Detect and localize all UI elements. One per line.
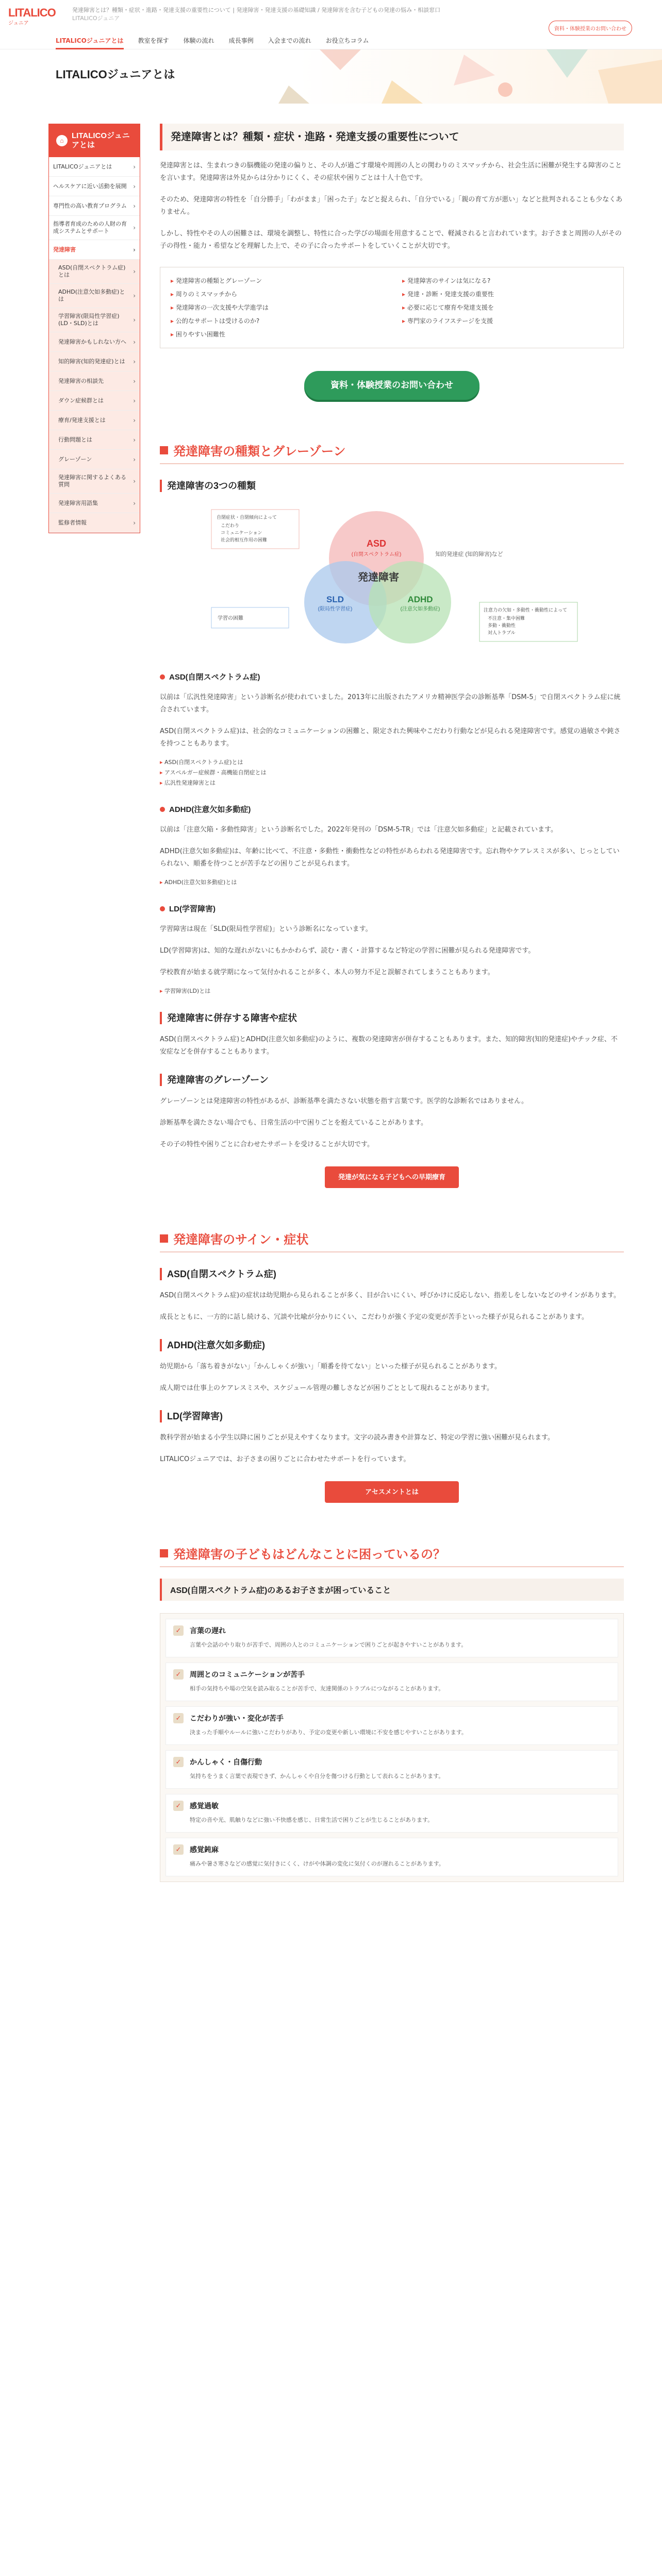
sld-note-title: 学習の困難 xyxy=(218,616,243,621)
center-label: 発達障害 xyxy=(358,572,399,583)
check-icon: ✓ xyxy=(173,1713,184,1723)
sidebar-item[interactable] xyxy=(49,494,140,513)
asd-note-3: 社会的相互作用の困難 xyxy=(221,537,268,543)
hero-decoration xyxy=(0,49,662,104)
toc-item[interactable]: ▸ 発達・診断・発達支援の重要性 xyxy=(402,289,613,299)
toc-item[interactable]: ▸ 公的なサポートは受けるのか? xyxy=(171,316,382,326)
trouble-item-body xyxy=(190,1625,467,1650)
bullet-icon xyxy=(160,674,165,680)
section-1-title: 発達障害の種類とグレーゾーン xyxy=(173,445,346,459)
sidebar-item[interactable] xyxy=(49,196,140,216)
sidebar-item[interactable] xyxy=(49,332,140,352)
asd-sub-label: (自閉スペクトラム症) xyxy=(351,552,402,557)
related-link[interactable]: ▸ ADHD(注意欠如多動症)とは xyxy=(160,877,624,888)
adhd-sub-label: (注意欠如多動症) xyxy=(400,606,440,612)
sign-asd-paragraph-2: 成長とともに、一方的に話し続ける、冗談や比喩が分かりにくい、こだわりが強く予定の変更が苦手といった様子が見られることがあります。 xyxy=(160,1313,588,1321)
trouble-item-title: 言葉の遅れ xyxy=(190,1626,226,1635)
section-2-title: 発達障害のサイン・症状 xyxy=(173,1233,309,1247)
sidebar-item-label: ヘルスケアに近い活動を展開 xyxy=(53,182,127,190)
sidebar-item[interactable] xyxy=(49,260,140,284)
breadcrumb-line-2[interactable]: LITALICOジュニア xyxy=(72,15,120,22)
sign-ld-paragraph-1: 教科学習が始まる小学生以降に困りごとが見えやすくなります。文字の読み書きや計算など、特定の学習に強い困難が見られます。 xyxy=(160,1434,554,1442)
sidebar-item[interactable] xyxy=(49,411,140,430)
gray-zone-paragraph-1: グレーゾーンとは発達障害の特性があるが、診断基準を満たさない状態を指す言葉です。医学的な診断名ではありません。 xyxy=(160,1097,528,1105)
sidebar-item-label: 発達障害の相談先 xyxy=(58,377,104,384)
logo[interactable] xyxy=(8,6,58,26)
sidebar-item-label: 療育/発達支援とは xyxy=(58,416,106,423)
chevron-right-icon: › xyxy=(133,416,136,424)
nav-item-find-class[interactable]: 教室を探す xyxy=(138,37,169,44)
breadcrumb-line-1[interactable]: 発達障害とは？種類・症状・進路・発達支援の重要性について | 発達障害・発達支援の基礎知識 / 発達障害を含む子どもの発達の悩み・相談窓口 xyxy=(72,7,441,13)
header-contact-button[interactable]: 資料・体験授業のお問い合わせ xyxy=(549,21,632,36)
asd-paragraph-2: ASD(自閉スペクトラム症)は、社会的なコミュニケーションの困難と、限定された興味やこだわり行動などが見られる発達障害です。感覚の過敏さや鈍さを持つこともあります。 xyxy=(160,727,621,748)
chevron-right-icon: › xyxy=(133,292,136,299)
sld-sub-label: (限局性学習症) xyxy=(318,606,353,612)
bullet-icon xyxy=(160,807,165,812)
ld-paragraph-1: 学習障害は現在「SLD(限局性学習症)」という診断名になっています。 xyxy=(160,925,372,933)
sidebar-items xyxy=(49,157,140,533)
ld-paragraph-2: LD(学習障害)は、知的な遅れがないにもかかわらず、読む・書く・計算するなど特定の学習に困難が見られる発達障害です。 xyxy=(160,947,535,955)
asd-heading-text: ASD(自閉スペクトラム症) xyxy=(169,673,260,682)
hero-banner xyxy=(0,49,662,104)
trouble-item-body xyxy=(190,1757,444,1781)
chevron-right-icon: › xyxy=(133,455,136,463)
sign-ld-paragraph-2: LITALICOジュニアでは、お子さまの困りごとに合わせたサポートを行っています。 xyxy=(160,1455,410,1463)
toc-item[interactable]: ▸ 困りやすい困難性 xyxy=(171,329,382,340)
logo-sub: ジュニア xyxy=(8,21,29,26)
related-link[interactable]: ▸ 広汎性発達障害とは xyxy=(160,778,624,788)
trouble-item-body xyxy=(190,1844,444,1869)
sidebar-header[interactable] xyxy=(49,124,140,157)
sidebar-item-label: 指導者育成のための人財の育成システムとサポート xyxy=(53,221,127,234)
adhd-heading xyxy=(160,804,624,815)
sidebar-item-label: ADHD(注意欠如多動症)とは xyxy=(58,289,125,302)
sld-label: SLD xyxy=(326,595,344,604)
logo-text: LITALICO xyxy=(8,6,56,19)
main-content xyxy=(160,124,624,1882)
chevron-right-icon: › xyxy=(133,202,136,210)
ld-paragraph-3: 学校教育が始まる就学期になって気付かれることが多く、本人の努力不足と誤解されてしまうこともあります。 xyxy=(160,969,494,976)
trouble-item-body xyxy=(190,1801,433,1825)
trouble-list xyxy=(160,1613,624,1882)
trouble-item xyxy=(166,1794,618,1833)
chevron-right-icon: › xyxy=(133,224,136,231)
ld-links xyxy=(160,986,624,996)
sidebar-item[interactable] xyxy=(49,469,140,494)
sidebar-item-label: 監修者情報 xyxy=(58,519,87,526)
chevron-right-icon: › xyxy=(133,316,136,324)
page-title: 発達障害とは？種類・症状・進路・発達支援の重要性について xyxy=(160,124,624,150)
sidebar-item[interactable] xyxy=(49,430,140,450)
toc-item[interactable]: ▸ 周りのミスマッチから xyxy=(171,289,382,299)
sidebar-item[interactable] xyxy=(49,308,140,332)
sidebar-item-label: ASD(自閉スペクトラム症)とは xyxy=(58,264,126,278)
adhd-note-title: 注意力の欠如・多動性・衝動性によって xyxy=(484,607,568,613)
sidebar-item-label: 発達障害 xyxy=(53,246,76,253)
home-icon: ⌂ xyxy=(56,135,68,146)
sign-adhd-paragraph-1: 幼児期から「落ち着きがない」「かんしゃくが強い」「順番を待てない」といった様子が見られることがあります。 xyxy=(160,1363,501,1370)
sign-ld-heading: LD(学習障害) xyxy=(160,1410,624,1422)
check-icon: ✓ xyxy=(173,1757,184,1767)
sidebar-item[interactable] xyxy=(49,177,140,196)
overlap-paragraph: ASD(自閉スペクトラム症)とADHD(注意欠如多動症)のように、複数の発達障害が併存することもあります。また、知的障害(知的発達症)やチック症、不安症などを併存することもあります。 xyxy=(160,1036,618,1056)
gray-zone-paragraph-2: 診断基準を満たさない場合でも、日常生活の中で困りごとを抱えていることがあります。 xyxy=(160,1119,427,1127)
sidebar-item-label: ダウン症候群とは xyxy=(58,397,104,404)
sidebar-item-label: グレーゾーン xyxy=(58,455,92,463)
bullet-icon xyxy=(160,906,165,911)
adhd-label: ADHD xyxy=(407,595,433,604)
chevron-right-icon: › xyxy=(133,268,136,275)
adhd-note-3: 対人トラブル xyxy=(488,630,516,635)
check-icon: ✓ xyxy=(173,1844,184,1855)
sidebar-item-label: 学習障害(限局性学習症)(LD・SLD)とは xyxy=(58,313,120,327)
asd-links xyxy=(160,757,624,788)
chevron-right-icon: › xyxy=(133,338,136,346)
adhd-note-1: 不注意・集中困難 xyxy=(488,616,525,621)
assessment-button[interactable]: アセスメントとは xyxy=(325,1481,459,1503)
intro-paragraph-3: しかし、特性やその人の困難さは、環境を調整し、特性に合った学びの場面を用意することで、軽減されると言われています。お子さまと周囲の人がその子の得性・能力・希望などを理解した上で、その子に合ったサポートをしていくことが大切です。 xyxy=(160,230,622,250)
adhd-paragraph-2: ADHD(注意欠如多動症)は、年齢に比べて、不注意・多動性・衝動性などの特性があらわれる発達障害です。忘れ物やケアレスミスが多い、じっとしていられない、順番を待つことが苦手などの困りごとが見られます。 xyxy=(160,848,620,868)
breadcrumb xyxy=(72,6,526,23)
trouble-item-title: こだわりが強い・変化が苦手 xyxy=(190,1714,284,1722)
trouble-item-desc: 気持ちをうまく言葉で表現できず、かんしゃくや自分を傷つける行動として表れることがあります。 xyxy=(190,1773,444,1780)
intro-paragraph-1: 発達障害とは、生まれつきの脳機能の発達の偏りと、その人が過ごす環境や周囲の人との関わりのミスマッチから、社会生活に困難が発生する障害のことを言います。発達障害は外見からは分かりにくく、その症状や困りごとは十人十色です。 xyxy=(160,162,622,182)
sidebar-item[interactable] xyxy=(49,284,140,308)
trouble-item-title: 感覚鈍麻 xyxy=(190,1845,219,1854)
adhd-paragraph-1: 以前は「注意欠陥・多動性障害」という診断名でした。2022年発刊の「DSM-5-TR」では「注意欠如多動症」と記載されています。 xyxy=(160,826,557,834)
hero-title: LITALICOジュニアとは xyxy=(56,68,175,81)
sidebar-item-label: 発達障害用語集 xyxy=(58,499,98,506)
trouble-item-desc: 相手の気持ちや場の空気を読み取ることが苦手で、友達関係のトラブルにつながることがあります。 xyxy=(190,1685,444,1692)
section-marker-icon xyxy=(160,446,168,454)
chevron-right-icon: › xyxy=(133,436,136,444)
adhd-links xyxy=(160,877,624,888)
sidebar-item[interactable] xyxy=(49,513,140,533)
chevron-right-icon: › xyxy=(133,397,136,404)
check-icon: ✓ xyxy=(173,1625,184,1636)
table-of-contents xyxy=(160,267,624,348)
section-1-heading xyxy=(160,441,624,459)
nav-item-about[interactable]: LITALICOジュニアとは xyxy=(56,36,124,49)
trouble-item xyxy=(166,1619,618,1657)
section-divider xyxy=(160,463,624,464)
section-marker-icon xyxy=(160,1234,168,1243)
gray-zone-paragraph-3: その子の特性や困りごとに合わせたサポートを受けることが大切です。 xyxy=(160,1141,374,1148)
adhd-note-2: 多動・衝動性 xyxy=(488,623,516,628)
trouble-item-title: 周囲とのコミュニケーションが苦手 xyxy=(190,1670,305,1679)
section-divider xyxy=(160,1566,624,1567)
adhd-heading-text: ADHD(注意欠如多動症) xyxy=(169,805,251,814)
toc-item[interactable]: ▸ 必要に応じて療育や発達支援を xyxy=(402,302,613,313)
contact-cta-button[interactable]: 資料・体験授業のお問い合わせ xyxy=(304,371,479,400)
sidebar-item-label: 専門性の高い教育プログラム xyxy=(53,202,127,209)
toc-item[interactable]: ▸ 発達障害の一次支援や大学進学は xyxy=(171,302,382,313)
section-marker-icon xyxy=(160,1549,168,1557)
nav-item-column[interactable]: お役立ちコラム xyxy=(325,37,369,44)
related-link[interactable]: ▸ 学習障害(LD)とは xyxy=(160,986,624,996)
section-divider xyxy=(160,1251,624,1252)
overlap-heading: 発達障害に併存する障害や症状 xyxy=(160,1012,624,1024)
asd-label: ASD xyxy=(366,538,387,549)
trouble-item-desc: 決まった手順やルールに強いこだわりがあり、予定の変更や新しい環境に不安を感じやすいことがあります。 xyxy=(190,1729,467,1736)
asd-note-2: コミュニケーション xyxy=(221,530,262,535)
chevron-right-icon: › xyxy=(133,377,136,385)
sidebar-item[interactable] xyxy=(49,391,140,411)
sidebar-item-label: 発達障害に関するよくある質問 xyxy=(58,474,126,488)
chevron-right-icon: › xyxy=(133,519,136,527)
sidebar xyxy=(48,124,140,533)
ld-heading xyxy=(160,903,624,914)
site-header xyxy=(0,0,662,49)
sign-adhd-paragraph-2: 成人期では仕事上のケアレスミスや、スケジュール管理の難しさなどが困りごととして現れることがあります。 xyxy=(160,1384,494,1392)
asd-paragraph-1: 以前は「広汎性発達障害」という診断名が使われていました。2013年に出版されたアメリカ精神医学会の診断基準「DSM-5」で自閉スペクトラム症に統合されています。 xyxy=(160,693,621,714)
sidebar-item[interactable] xyxy=(49,216,140,240)
sign-asd-heading: ASD(自閉スペクトラム症) xyxy=(160,1268,624,1280)
chevron-right-icon: › xyxy=(133,358,136,365)
early-support-button[interactable]: 発達が気になる子どもへの早期療育 xyxy=(325,1166,459,1188)
trouble-item-desc: 言葉や会話のやり取りが苦手で、周囲の人とのコミュニケーションで困りごとが起きやすいことがあります。 xyxy=(190,1641,467,1648)
trouble-item xyxy=(166,1750,618,1789)
trouble-item xyxy=(166,1663,618,1701)
asd-note-1: こだわり xyxy=(221,523,240,528)
chevron-right-icon: › xyxy=(133,163,136,171)
trouble-item-desc: 痛みや暑さ寒さなどの感覚に気付きにくく、けがや体調の変化に気付くのが遅れることがあります。 xyxy=(190,1860,444,1867)
check-icon: ✓ xyxy=(173,1669,184,1680)
section-2-heading xyxy=(160,1229,624,1247)
sign-adhd-heading: ADHD(注意欠如多動症) xyxy=(160,1339,624,1351)
ld-heading-text: LD(学習障害) xyxy=(169,905,216,913)
sidebar-item[interactable] xyxy=(49,157,140,177)
types-venn-diagram xyxy=(160,499,624,654)
sidebar-title: LITALICOジュニアとは xyxy=(72,131,130,149)
asd-note-title: 自閉症状・自閉傾向によって xyxy=(217,515,277,520)
chevron-right-icon: › xyxy=(133,182,136,190)
sign-asd-paragraph-1: ASD(自閉スペクトラム症)の症状は幼児期から見られることが多く、目が合いにくい、呼びかけに反応しない、指差しをしないなどのサインがあります。 xyxy=(160,1292,620,1299)
trouble-item-desc: 特定の音や光、肌触りなどに強い不快感を感じ、日常生活で困りごとが生じることがあります。 xyxy=(190,1817,434,1823)
asd-heading xyxy=(160,671,624,682)
section-3-title: 発達障害の子どもはどんなことに困っているの？ xyxy=(173,1548,445,1562)
global-nav xyxy=(56,36,369,49)
section-3-heading xyxy=(160,1544,624,1562)
sidebar-item-label: 発達障害かもしれない方へ xyxy=(58,338,126,345)
nav-item-flow[interactable]: 体験の流れ xyxy=(183,37,214,44)
toc-item[interactable]: ▸ 発達障害のサインは気になる? xyxy=(402,276,613,286)
toc-item[interactable]: ▸ 発達障害の種類とグレーゾーン xyxy=(171,276,382,286)
sidebar-item-label: LITALICOジュニアとは xyxy=(53,163,112,170)
trouble-item-body xyxy=(190,1669,444,1693)
trouble-item xyxy=(166,1838,618,1876)
trouble-item-title: 感覚過敏 xyxy=(190,1802,219,1810)
sidebar-item[interactable] xyxy=(49,450,140,469)
toc-item[interactable]: ▸ 専門家のライフステージを支援 xyxy=(402,316,613,326)
nav-item-enroll[interactable]: 入会までの流れ xyxy=(268,37,311,44)
related-link[interactable]: ▸ アスペルガー症候群・高機能自閉症とは xyxy=(160,768,624,778)
sidebar-item[interactable] xyxy=(49,352,140,371)
check-icon: ✓ xyxy=(173,1801,184,1811)
trouble-item xyxy=(166,1706,618,1745)
types-subheading: 発達障害の3つの種類 xyxy=(160,480,624,492)
gray-zone-heading: 発達障害のグレーゾーン xyxy=(160,1074,624,1086)
trouble-item-title: かんしゃく・自傷行動 xyxy=(190,1758,262,1766)
sidebar-item[interactable] xyxy=(49,371,140,391)
intro-paragraph-2: そのため、発達障害の特性を「自分勝手」「わがまま」「困った子」などと捉えられ、「自分でいる」「親の育て方が悪い」などと批判されることも少なくありません。 xyxy=(160,196,623,216)
nav-item-cases[interactable]: 成長事例 xyxy=(228,37,254,44)
trouble-item-body xyxy=(190,1713,467,1737)
intellectual-label: 知的発達症 (知的障害)など xyxy=(435,551,503,557)
chevron-right-icon: › xyxy=(133,246,136,253)
related-link[interactable]: ▸ ASD(自閉スペクトラム症)とは xyxy=(160,757,624,768)
asd-troubles-heading: ASD(自閉スペクトラム症)のあるお子さまが困っていること xyxy=(160,1579,624,1601)
chevron-right-icon: › xyxy=(133,478,136,485)
sidebar-item-label: 行動問題とは xyxy=(58,436,92,443)
sidebar-item[interactable] xyxy=(49,240,140,260)
sidebar-item-label: 知的障害(知的発達症)とは xyxy=(58,358,125,365)
chevron-right-icon: › xyxy=(133,499,136,507)
